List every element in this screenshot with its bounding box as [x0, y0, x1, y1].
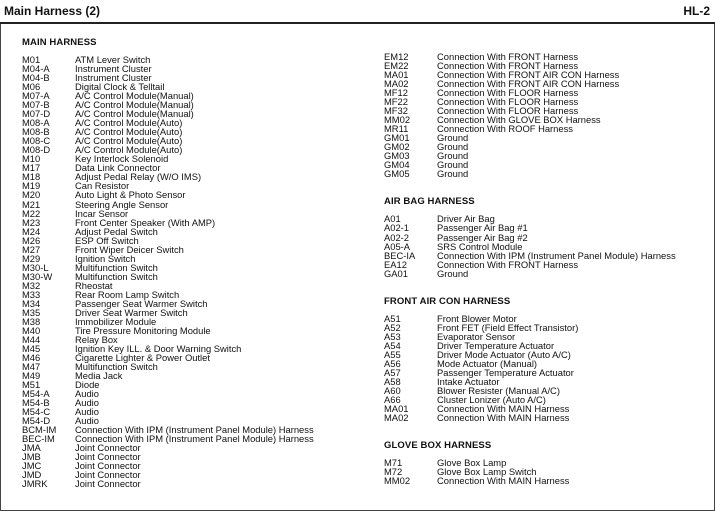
connector-description: Media Jack [75, 370, 123, 382]
connector-row [22, 254, 362, 263]
connector-code: M54-C [22, 406, 51, 418]
connector-row [384, 160, 706, 169]
section-heading: FRONT AIR CON HARNESS [384, 295, 511, 307]
connector-code: M07-B [22, 99, 50, 111]
connector-code: JMRK [22, 478, 48, 490]
connector-description: Passenger Air Bag #2 [437, 231, 528, 243]
section-spacer [384, 278, 706, 296]
connector-code: A58 [384, 375, 401, 387]
connector-code: A05-A [384, 240, 411, 252]
connector-code: GA01 [384, 267, 408, 279]
connector-description: Connection With FRONT Harness [437, 60, 579, 72]
connector-description: Ignition Switch [75, 252, 136, 264]
connector-description: Rheostat [75, 279, 113, 291]
connector-description: Connection With GLOVE BOX Harness [437, 114, 601, 126]
connector-description: Connection With FLOOR Harness [437, 105, 579, 117]
connector-code: M20 [22, 189, 41, 201]
section-air-bag-harness [384, 178, 706, 277]
connector-row [22, 299, 362, 308]
connector-code: BEC-IM [22, 433, 55, 445]
connector-description: ATM Lever Switch [75, 54, 151, 65]
heading-spacer [384, 207, 706, 214]
connector-code: M34 [22, 297, 41, 309]
connector-description: Driver Air Bag [437, 213, 495, 225]
connector-description: Mode Actuator (Manual) [437, 357, 538, 369]
connector-code: M08-D [22, 144, 51, 156]
connector-description: Auto Light & Photo Sensor [75, 189, 186, 201]
connector-code: M47 [22, 361, 41, 373]
connector-description: SRS Control Module [437, 240, 523, 252]
connector-code: M04-A [22, 63, 50, 75]
connector-row [22, 127, 362, 136]
connector-code: M21 [22, 198, 41, 210]
connector-code: M72 [384, 466, 403, 478]
page-number: HL-2 [683, 4, 710, 18]
connector-code: A52 [384, 321, 401, 333]
connector-code: JMA [22, 442, 41, 454]
connector-code: M38 [22, 315, 41, 327]
connector-row [22, 136, 362, 145]
connector-code: A51 [384, 312, 401, 324]
connector-row [22, 118, 362, 127]
connector-code: M45 [22, 343, 41, 354]
connector-description: Ground [437, 159, 469, 171]
connector-description: Driver Temperature Actuator [437, 339, 555, 351]
connector-description: Connection With MAIN Harness [437, 412, 570, 423]
connector-description: Audio [75, 388, 99, 400]
connector-code: M32 [22, 279, 41, 291]
heading-spacer [22, 48, 362, 55]
connector-description: A/C Control Module(Auto) [75, 117, 183, 129]
connector-description: Ground [437, 267, 469, 279]
connector-description: Front Wiper Deicer Switch [75, 243, 184, 255]
connector-code: EM22 [384, 60, 409, 72]
connector-row [22, 236, 362, 245]
connector-row [22, 443, 362, 452]
connector-code: M08-B [22, 126, 50, 138]
connector-row [384, 323, 706, 332]
connector-row [384, 413, 706, 422]
connector-description: Blower Resister (Manual A/C) [437, 384, 560, 396]
connector-code: A54 [384, 339, 401, 351]
connector-row [22, 281, 362, 290]
connector-row [384, 269, 706, 278]
connector-description: Connection With MAIN Harness [437, 402, 570, 414]
connector-description: Ground [437, 168, 469, 180]
connector-code: A01 [384, 213, 401, 225]
connector-row [22, 389, 362, 398]
connector-code: JMD [22, 469, 42, 481]
connector-description: Connection With FLOOR Harness [437, 87, 579, 99]
connector-code: M23 [22, 216, 41, 228]
connector-code: MA02 [384, 78, 409, 90]
section-spacer [384, 422, 706, 440]
connector-code: GM04 [384, 159, 410, 171]
connector-description: Connection With IPM (Instrument Panel Module) Harness [75, 424, 314, 436]
connector-code: JMC [22, 460, 42, 472]
connector-code: M27 [22, 243, 41, 255]
connector-code: M30-L [22, 261, 49, 273]
connector-description: Passenger Seat Warmer Switch [75, 297, 208, 309]
connector-row [22, 73, 362, 82]
connector-description: Cluster Lonizer (Auto A/C) [437, 393, 546, 405]
connector-code: M08-C [22, 135, 51, 147]
connector-row [22, 380, 362, 389]
connector-row [384, 142, 706, 151]
heading-spacer [384, 307, 706, 314]
connector-description: Multifunction Switch [75, 361, 158, 373]
connector-description: Can Resistor [75, 180, 130, 192]
connector-description: Passenger Air Bag #1 [437, 222, 528, 234]
connector-description: Instrument Cluster [75, 72, 152, 84]
connector-row [22, 452, 362, 461]
connector-row [384, 223, 706, 232]
connector-code: A56 [384, 357, 401, 369]
connector-row [22, 200, 362, 209]
connector-row [22, 326, 362, 335]
connector-code: M07-D [22, 108, 51, 120]
connector-description: Multifunction Switch [75, 261, 158, 273]
connector-description: Connection With FRONT Harness [437, 258, 579, 270]
connector-description: Connection With FLOOR Harness [437, 96, 579, 108]
connector-row [384, 350, 706, 359]
connector-description: Relay Box [75, 333, 118, 345]
connector-code: M24 [22, 225, 41, 237]
connector-description: A/C Control Module(Auto) [75, 126, 183, 138]
connector-code: M10 [22, 153, 41, 165]
connector-description: Ground [437, 141, 469, 153]
connector-code: M08-A [22, 117, 50, 129]
connector-description: Joint Connector [75, 478, 141, 490]
connector-description: Driver Mode Actuator (Auto A/C) [437, 348, 571, 360]
connector-row [22, 55, 362, 64]
connector-code: M18 [22, 171, 41, 183]
connector-description: Rear Room Lamp Switch [75, 288, 180, 300]
connector-row [22, 353, 362, 362]
connector-code: A57 [384, 366, 401, 378]
section-spacer [384, 178, 706, 196]
connector-description: Immobilizer Module [75, 315, 157, 327]
connector-description: Front Blower Motor [437, 312, 517, 324]
connector-row [22, 434, 362, 443]
connector-row [22, 245, 362, 254]
connector-row [22, 190, 362, 199]
connector-description: ESP Off Switch [75, 234, 139, 246]
connector-code: MF32 [384, 105, 408, 117]
connector-description: Connection With FRONT AIR CON Harness [437, 69, 620, 81]
heading-spacer [384, 451, 706, 458]
connector-code: A53 [384, 330, 401, 342]
connector-code: MR11 [384, 123, 409, 135]
connector-description: Joint Connector [75, 442, 141, 454]
connector-description: Connection With MAIN Harness [437, 475, 570, 487]
connector-row [22, 407, 362, 416]
connector-code: M49 [22, 370, 41, 382]
connector-row [384, 124, 706, 133]
connector-code: BEC-IA [384, 249, 416, 261]
connector-code: M51 [22, 379, 41, 391]
connector-row [22, 145, 362, 154]
connector-description: Ground [437, 150, 469, 162]
connector-code: MM02 [384, 475, 411, 487]
connector-code: MF22 [384, 96, 408, 108]
section-glove-box-harness [384, 422, 706, 485]
connector-code: M22 [22, 207, 41, 219]
connector-row [384, 169, 706, 178]
connector-description: Connection With IPM (Instrument Panel Module) Harness [75, 433, 314, 445]
connector-row [22, 362, 362, 371]
connector-description: Incar Sensor [75, 207, 129, 219]
connector-description: Connection With FRONT Harness [437, 51, 579, 62]
connector-row [384, 151, 706, 160]
connector-code: A02-1 [384, 222, 410, 234]
connector-description: Cigarette Lighter & Power Outlet [75, 352, 210, 364]
connector-code: MA01 [384, 69, 409, 81]
connector-description: Joint Connector [75, 460, 141, 472]
connector-description: Audio [75, 406, 99, 418]
connector-row [384, 260, 706, 269]
connector-row [22, 172, 362, 181]
connector-row [22, 218, 362, 227]
page-title: Main Harness (2) [4, 4, 101, 18]
section-main-harness [22, 37, 362, 489]
connector-description: A/C Control Module(Manual) [75, 108, 194, 120]
connector-code: M54-D [22, 415, 51, 427]
connector-row [384, 458, 706, 467]
connector-code: M29 [22, 252, 41, 264]
connector-description: Joint Connector [75, 469, 141, 481]
connector-description: Front Center Speaker (With AMP) [75, 216, 216, 228]
connector-row [22, 263, 362, 272]
connector-description: A/C Control Module(Manual) [75, 99, 194, 111]
connector-description: Tire Pressure Monitoring Module [75, 324, 211, 336]
connector-code: MF12 [384, 87, 408, 99]
connector-code: A60 [384, 384, 401, 396]
section-heading: MAIN HARNESS [22, 37, 97, 48]
connector-row [22, 479, 362, 488]
connector-code: M44 [22, 333, 41, 345]
right-column [384, 52, 706, 485]
connector-code: M04-B [22, 72, 50, 84]
connector-description: Instrument Cluster [75, 63, 152, 75]
connector-description: Intake Actuator [437, 375, 500, 387]
connector-code: EM12 [384, 51, 409, 62]
left-column [22, 37, 362, 489]
connector-code: M19 [22, 180, 41, 192]
connector-code: MM02 [384, 114, 411, 126]
connector-description: Diode [75, 379, 100, 391]
connector-code: M71 [384, 457, 403, 469]
connector-description: Connection With ROOF Harness [437, 123, 573, 135]
connector-code: A02-2 [384, 231, 410, 243]
connector-row [22, 461, 362, 470]
connector-code: EA12 [384, 258, 407, 270]
page-header [0, 0, 715, 22]
connector-code: GM01 [384, 132, 410, 144]
connector-description: Steering Angle Sensor [75, 198, 169, 210]
connector-row [384, 476, 706, 485]
connector-code: M01 [22, 54, 41, 65]
connector-row [22, 308, 362, 317]
connector-description: Adjust Pedal Switch [75, 225, 158, 237]
connector-row [22, 181, 362, 190]
connector-code: A55 [384, 348, 401, 360]
connector-description: Evaporator Sensor [437, 330, 516, 342]
connector-description: Front FET (Field Effect Transistor) [437, 321, 579, 333]
connector-code: M06 [22, 81, 41, 93]
connector-description: Ground [437, 132, 469, 144]
connector-description: Ignition Key ILL. & Door Warning Switch [75, 343, 242, 354]
connector-code: BCM-IM [22, 424, 57, 436]
section-front-air-con-harness [384, 278, 706, 422]
connector-description: Glove Box Lamp [437, 457, 507, 469]
section-heading: GLOVE BOX HARNESS [384, 440, 492, 452]
connector-code: M07-A [22, 90, 50, 102]
connector-row [22, 398, 362, 407]
connector-row [22, 272, 362, 281]
connector-description: Adjust Pedal Relay (W/O IMS) [75, 171, 202, 183]
connector-row [22, 470, 362, 479]
connector-code: M17 [22, 162, 41, 174]
connector-description: Key Interlock Solenoid [75, 153, 169, 165]
connector-code: M26 [22, 234, 41, 246]
connector-row [22, 154, 362, 163]
connector-row [22, 109, 362, 118]
connector-description: Multifunction Switch [75, 270, 158, 282]
connector-code: MA01 [384, 402, 409, 414]
connector-description: A/C Control Module(Manual) [75, 90, 194, 102]
connector-row [384, 368, 706, 377]
connector-row [384, 133, 706, 142]
connector-code: M54-B [22, 397, 50, 409]
connector-code: M35 [22, 306, 41, 318]
connector-description: Driver Seat Warmer Switch [75, 306, 188, 318]
connector-code: GM02 [384, 141, 410, 153]
connector-row [384, 214, 706, 223]
connector-description: Connection With FRONT AIR CON Harness [437, 78, 620, 90]
section-heading: AIR BAG HARNESS [384, 196, 475, 208]
connector-code: M46 [22, 352, 41, 364]
connector-description: Passenger Temperature Actuator [437, 366, 574, 378]
connector-description: A/C Control Module(Auto) [75, 144, 183, 156]
connector-code: JMB [22, 451, 41, 463]
connector-code: M54-A [22, 388, 50, 400]
connector-code: M40 [22, 324, 41, 336]
connector-row [384, 233, 706, 242]
connector-code: M30-W [22, 270, 53, 282]
section-main-harness-continued [384, 52, 706, 178]
connector-description: Connection With IPM (Instrument Panel Module) Harness [437, 249, 676, 261]
connector-code: M33 [22, 288, 41, 300]
connector-description: Audio [75, 415, 99, 427]
connector-description: Digital Clock & Telltail [75, 81, 165, 93]
connector-row [22, 64, 362, 73]
connector-description: Glove Box Lamp Switch [437, 466, 537, 478]
connector-code: A66 [384, 393, 401, 405]
connector-description: Audio [75, 397, 99, 409]
connector-description: Data Link Connector [75, 162, 161, 174]
connector-code: GM03 [384, 150, 410, 162]
connector-row [22, 227, 362, 236]
connector-code: GM05 [384, 168, 410, 180]
connector-row [22, 371, 362, 380]
connector-code: MA02 [384, 412, 409, 423]
connector-description: Joint Connector [75, 451, 141, 463]
connector-description: A/C Control Module(Auto) [75, 135, 183, 147]
